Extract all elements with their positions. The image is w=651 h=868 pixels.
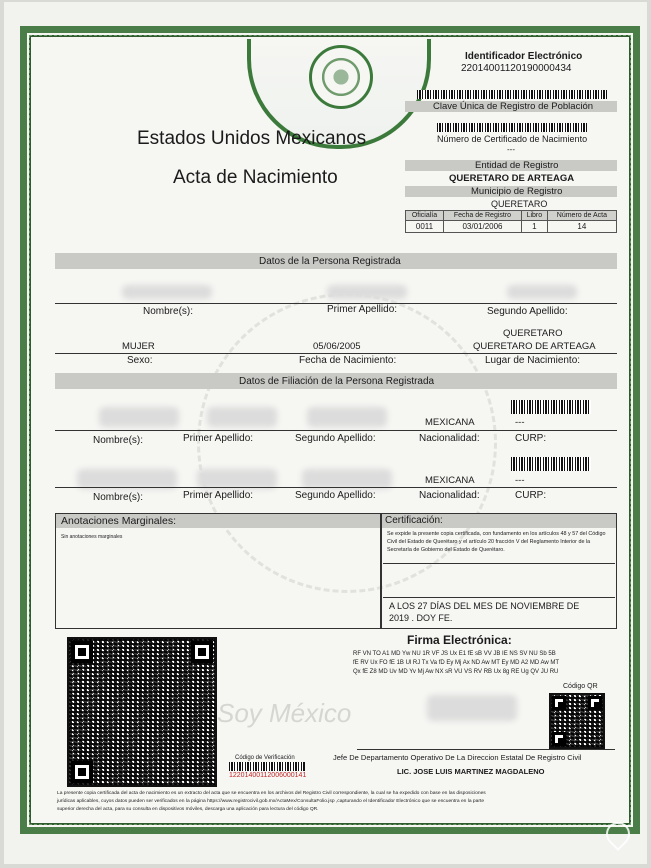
padre2-nombre-label: Nombre(s):: [93, 492, 144, 503]
codigo-qr-label: Código QR: [563, 683, 598, 690]
padre1-curp-barcode: [511, 400, 591, 414]
numero-acta-header: Número de Acta: [547, 211, 616, 221]
fecha-nacimiento-value: 05/06/2005: [313, 341, 361, 352]
firma-line-2: fE RV Ux FO fE 1B Ul RJ Tx Va fD Ey Mj Ax ND Aw MT Ey MD A2 MD Aw MT: [353, 660, 560, 666]
fecha-nacimiento-label: Fecha de Nacimiento:: [299, 355, 397, 366]
padre2-divider: [55, 487, 617, 488]
firma-cargo: Jefe De Departamento Operativo De La Direccion Estatal De Registro Civil: [333, 753, 582, 762]
identificador-label: Identificador Electrónico: [465, 51, 583, 62]
padre1-curp-label: CURP:: [515, 433, 547, 444]
padre2-curp-value: ---: [515, 475, 525, 486]
verificacion-barcode: [229, 762, 305, 771]
eagle-emblem-icon: [309, 45, 373, 109]
fecha-registro-value: 03/01/2006: [443, 221, 521, 233]
lugar-value-2: QUERETARO DE ARTEAGA: [473, 341, 596, 352]
codigo-verificacion-label: Código de Verificación: [235, 755, 295, 761]
anotaciones-value: Sin anotaciones marginales: [61, 534, 123, 540]
redacted-padre1-segundo: [307, 407, 387, 427]
sexo-value: MUJER: [122, 341, 155, 352]
soy-mexico-logo: Soy México: [217, 698, 352, 728]
anotaciones-box: [55, 513, 381, 629]
padre2-nacionalidad-label: Nacionalidad:: [419, 490, 480, 501]
redacted-primer-apellido: [327, 285, 407, 299]
title-document: Acta de Nacimiento: [173, 167, 338, 188]
redacted-padre2-nombre: [77, 469, 177, 489]
primer-apellido-label: Primer Apellido:: [327, 304, 398, 315]
certificacion-text: Se expide la presente copia certificada, con fundamento en los artículos 48 y 57 del Código Civil del Estado de Querétaro y el artículo 20 fracción V del Reglamento Interior de la Secretaría de Gobierno del Estado de Querétaro.: [387, 531, 606, 553]
firma-nombre: LIC. JOSE LUIS MARTINEZ MAGDALENO: [397, 767, 545, 776]
libro-header: Libro: [521, 211, 547, 221]
firma-line-1: RF VN TO A1 MD Yw NU 1R VF JS Ux E1 fE sB VV JB IE NS SV NU Sb 5B: [353, 651, 556, 657]
small-qr-code: [549, 693, 605, 749]
redacted-padre2-segundo: [302, 469, 392, 489]
numero-acta-value: 14: [547, 221, 616, 233]
padre2-curp-barcode: [511, 457, 591, 471]
padre1-segundo-apellido-label: Segundo Apellido:: [295, 433, 376, 444]
document-page: [4, 2, 647, 864]
certificado-value: ---: [507, 145, 515, 154]
padre1-divider: [55, 430, 617, 431]
certificado-label: Número de Certificado de Nacimiento: [437, 134, 588, 144]
firma-line-3: Qx fE Z8 MD Uv MD Yv Mj Aw NX sR VU VS RV RB Ux 8g RE Ug QV JU RU: [353, 669, 559, 675]
padre1-nacionalidad-label: Nacionalidad:: [419, 433, 480, 444]
municipio-value: QUERETARO: [491, 199, 548, 209]
firma-label: Firma Electrónica:: [407, 633, 512, 647]
nombre-label: Nombre(s):: [143, 306, 194, 317]
redacted-padre1-nombre: [99, 407, 179, 427]
redacted-padre1-primer: [207, 407, 277, 427]
padre2-primer-apellido-label: Primer Apellido:: [183, 490, 254, 501]
lugar-nacimiento-label: Lugar de Nacimiento:: [485, 355, 581, 366]
padre2-curp-label: CURP:: [515, 490, 547, 501]
libro-value: 1: [521, 221, 547, 233]
segundo-apellido-label: Segundo Apellido:: [487, 306, 568, 317]
footer-text-1: La presente copia certificada del acta de nacimiento es un extracto del acta que se encuentra en los archivos del Registro Civil correspondiente, la cual se ha expedido con base en las disposiciones: [57, 791, 486, 796]
redacted-padre2-primer: [197, 469, 277, 489]
certificacion-fecha-line1: A LOS 27 DÍAS DEL MES DE NOVIEMBRE DE: [389, 601, 580, 611]
padre1-curp-value: ---: [515, 417, 525, 428]
curp-barcode: [417, 90, 607, 99]
registro-table: [405, 210, 617, 233]
large-qr-code: [67, 637, 217, 787]
redacted-signature: [427, 695, 517, 721]
curp-label: Clave Única de Registro de Población: [433, 101, 594, 112]
padre2-segundo-apellido-label: Segundo Apellido:: [295, 490, 376, 501]
entidad-label: Entidad de Registro: [475, 160, 559, 171]
identificador-value: 22014001120190000434: [461, 63, 572, 74]
firma-line: [357, 749, 615, 750]
sexo-label: Sexo:: [127, 355, 153, 366]
codigo-verificacion-value: 12201400112006000141: [229, 772, 307, 779]
persona-section-title: Datos de la Persona Registrada: [259, 256, 401, 267]
padre2-nacionalidad-value: MEXICANA: [425, 475, 475, 486]
footer-text-3: superior derecha del acta, para su consulta en dispositivos móviles, descarga una aplicación para lectura del código QR.: [57, 807, 319, 812]
title-country: Estados Unidos Mexicanos: [137, 128, 367, 149]
fecha-registro-header: Fecha de Registro: [443, 211, 521, 221]
redacted-segundo-apellido: [507, 285, 577, 299]
padre1-nombre-label: Nombre(s):: [93, 435, 144, 446]
certificacion-fecha-line2: 2019 . DOY FE.: [389, 613, 453, 623]
filiacion-section-title: Datos de Filiación de la Persona Registrada: [239, 376, 435, 387]
anotaciones-label: Anotaciones Marginales:: [61, 515, 176, 527]
certificacion-label: Certificación:: [385, 515, 443, 526]
sexo-divider: [55, 353, 617, 354]
padre1-nacionalidad-value: MEXICANA: [425, 417, 475, 428]
municipio-label: Municipio de Registro: [471, 186, 563, 197]
footer-text-2: jurídicas aplicables, cuyos datos pueden ser verificados en la página https://www.registrocivil.gob.mx/ActaMex/ConsultaFolio.jsp ,capturando el Identificador Electrónico que se encuentra en la parte: [57, 799, 485, 804]
certificado-barcode: [437, 123, 587, 132]
oficialia-header: Oficialía: [406, 211, 444, 221]
entidad-value: QUERETARO DE ARTEAGA: [449, 173, 575, 184]
green-border-frame: [20, 26, 640, 834]
certificacion-space: [383, 563, 615, 598]
padre1-primer-apellido-label: Primer Apellido:: [183, 433, 254, 444]
lugar-value-1: QUERETARO: [503, 328, 563, 339]
oficialia-value: 0011: [406, 221, 444, 233]
redacted-name: [122, 285, 212, 299]
